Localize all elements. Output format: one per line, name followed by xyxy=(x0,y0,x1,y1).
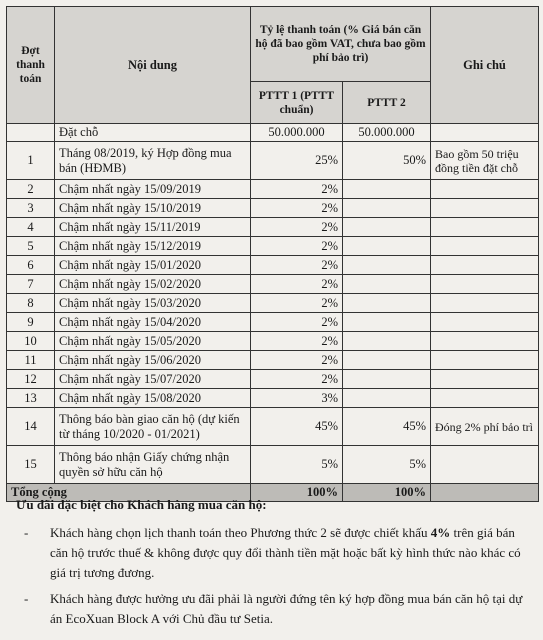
row-pttt2 xyxy=(343,237,431,256)
row-pttt2 xyxy=(343,256,431,275)
row-noi-dung: Chậm nhất ngày 15/01/2020 xyxy=(55,256,251,275)
row-pttt1: 2% xyxy=(251,294,343,313)
row-pttt1: 2% xyxy=(251,313,343,332)
table-row xyxy=(7,313,539,332)
row-pttt2 xyxy=(343,294,431,313)
row-pttt1: 2% xyxy=(251,332,343,351)
table-row xyxy=(7,408,539,446)
row-dot: 1 xyxy=(7,142,55,180)
row-ghi-chu xyxy=(431,313,539,332)
row-pttt2 xyxy=(343,180,431,199)
row-noi-dung: Chậm nhất ngày 15/10/2019 xyxy=(55,199,251,218)
row-noi-dung: Chậm nhất ngày 15/07/2020 xyxy=(55,370,251,389)
row-dot: 9 xyxy=(7,313,55,332)
table-row xyxy=(7,218,539,237)
header-pttt2: PTTT 2 xyxy=(343,82,431,124)
row-dot: 4 xyxy=(7,218,55,237)
row-pttt1: 2% xyxy=(251,256,343,275)
table-row xyxy=(7,237,539,256)
row-pttt1: 2% xyxy=(251,199,343,218)
row-pttt1: 3% xyxy=(251,389,343,408)
table-row xyxy=(7,275,539,294)
row-pttt1: 5% xyxy=(251,446,343,484)
row-noi-dung: Tháng 08/2019, ký Hợp đồng mua bán (HĐMB) xyxy=(55,142,251,180)
row-dot: 6 xyxy=(7,256,55,275)
header-ty-le: Tỷ lệ thanh toán (% Giá bán căn hộ đã bao gồm VAT, chưa bao gồm phí bảo trì) xyxy=(251,7,431,82)
row-pttt2 xyxy=(343,370,431,389)
row-pttt1: 2% xyxy=(251,218,343,237)
row-pttt2 xyxy=(343,389,431,408)
total-label: Tổng cộng xyxy=(7,484,251,502)
row-pttt2 xyxy=(343,332,431,351)
row-ghi-chu xyxy=(431,180,539,199)
row-pttt2: 50.000.000 xyxy=(343,124,431,142)
row-pttt1: 2% xyxy=(251,180,343,199)
offer-item-2 xyxy=(16,589,531,629)
row-ghi-chu xyxy=(431,389,539,408)
row-pttt1: 25% xyxy=(251,142,343,180)
header-pttt1: PTTT 1 (PTTT chuẩn) xyxy=(251,82,343,124)
row-pttt2: 45% xyxy=(343,408,431,446)
header-noi-dung: Nội dung xyxy=(55,7,251,124)
row-ghi-chu xyxy=(431,351,539,370)
row-dot: 12 xyxy=(7,370,55,389)
row-ghi-chu: Bao gồm 50 triệu đồng tiền đặt chỗ xyxy=(431,142,539,180)
row-pttt2 xyxy=(343,218,431,237)
row-pttt1: 2% xyxy=(251,237,343,256)
total-pttt1: 100% xyxy=(251,484,343,502)
row-dot: 8 xyxy=(7,294,55,313)
row-ghi-chu xyxy=(431,199,539,218)
row-ghi-chu xyxy=(431,237,539,256)
row-noi-dung: Chậm nhất ngày 15/09/2019 xyxy=(55,180,251,199)
table-row xyxy=(7,332,539,351)
table-row xyxy=(7,351,539,370)
row-pttt1: 2% xyxy=(251,275,343,294)
row-pttt1: 2% xyxy=(251,351,343,370)
table-row xyxy=(7,294,539,313)
row-dot xyxy=(7,124,55,142)
row-ghi-chu xyxy=(431,446,539,484)
row-ghi-chu xyxy=(431,124,539,142)
row-ghi-chu xyxy=(431,218,539,237)
header-dot: Đợt thanh toán xyxy=(7,7,55,124)
offers-title: Ưu đãi đặc biệt cho Khách hàng mua căn hộ: xyxy=(16,497,267,512)
row-noi-dung: Đặt chỗ xyxy=(55,124,251,142)
row-noi-dung: Chậm nhất ngày 15/06/2020 xyxy=(55,351,251,370)
row-pttt2: 50% xyxy=(343,142,431,180)
row-dot: 10 xyxy=(7,332,55,351)
row-ghi-chu xyxy=(431,370,539,389)
row-dot: 13 xyxy=(7,389,55,408)
total-pttt2: 100% xyxy=(343,484,431,502)
row-pttt1: 50.000.000 xyxy=(251,124,343,142)
offer-1-text-b: trên giá bán căn hộ trước thuế & không được quy đổi thành tiền mặt hoặc bất kỳ hình thức nào khác có giá trị tương đương. xyxy=(50,525,521,580)
header-ghi-chu: Ghi chú xyxy=(431,7,539,124)
row-pttt2 xyxy=(343,199,431,218)
row-noi-dung: Thông báo nhận Giấy chứng nhận quyền sở hữu căn hộ xyxy=(55,446,251,484)
row-ghi-chu xyxy=(431,275,539,294)
row-noi-dung: Chậm nhất ngày 15/03/2020 xyxy=(55,294,251,313)
row-noi-dung: Chậm nhất ngày 15/08/2020 xyxy=(55,389,251,408)
row-dot: 5 xyxy=(7,237,55,256)
offer-2-text: Khách hàng được hưởng ưu đãi phải là người đứng tên ký hợp đồng mua bán căn hộ tại dự án EcoXuan Block A với Chủ đầu tư Setia. xyxy=(50,591,523,626)
bullet-dash: - xyxy=(24,591,29,606)
special-offers-section xyxy=(16,495,531,635)
row-noi-dung: Chậm nhất ngày 15/11/2019 xyxy=(55,218,251,237)
offer-1-discount: 4% xyxy=(430,525,451,540)
row-ghi-chu xyxy=(431,256,539,275)
row-noi-dung: Chậm nhất ngày 15/12/2019 xyxy=(55,237,251,256)
bullet-dash: - xyxy=(24,525,29,540)
row-pttt2 xyxy=(343,313,431,332)
table-row xyxy=(7,199,539,218)
table-row xyxy=(7,370,539,389)
row-dot: 2 xyxy=(7,180,55,199)
row-noi-dung: Thông báo bàn giao căn hộ (dự kiến từ tháng 10/2020 - 01/2021) xyxy=(55,408,251,446)
table-row xyxy=(7,389,539,408)
row-pttt2 xyxy=(343,351,431,370)
row-dot: 3 xyxy=(7,199,55,218)
table-row xyxy=(7,142,539,180)
offer-item-1 xyxy=(16,523,531,583)
row-dot: 7 xyxy=(7,275,55,294)
row-noi-dung: Chậm nhất ngày 15/04/2020 xyxy=(55,313,251,332)
table-row xyxy=(7,446,539,484)
table-row xyxy=(7,256,539,275)
row-pttt1: 2% xyxy=(251,370,343,389)
payment-schedule-table xyxy=(6,6,539,502)
row-ghi-chu xyxy=(431,332,539,351)
table-row xyxy=(7,180,539,199)
row-noi-dung: Chậm nhất ngày 15/02/2020 xyxy=(55,275,251,294)
row-dot: 14 xyxy=(7,408,55,446)
row-pttt2 xyxy=(343,275,431,294)
table-row xyxy=(7,124,539,142)
row-dot: 15 xyxy=(7,446,55,484)
offer-1-text-a: Khách hàng chọn lịch thanh toán theo Phương thức 2 sẽ được chiết khấu xyxy=(50,525,431,540)
row-noi-dung: Chậm nhất ngày 15/05/2020 xyxy=(55,332,251,351)
row-dot: 11 xyxy=(7,351,55,370)
row-ghi-chu: Đóng 2% phí bảo trì xyxy=(431,408,539,446)
row-ghi-chu xyxy=(431,294,539,313)
row-pttt2: 5% xyxy=(343,446,431,484)
row-pttt1: 45% xyxy=(251,408,343,446)
